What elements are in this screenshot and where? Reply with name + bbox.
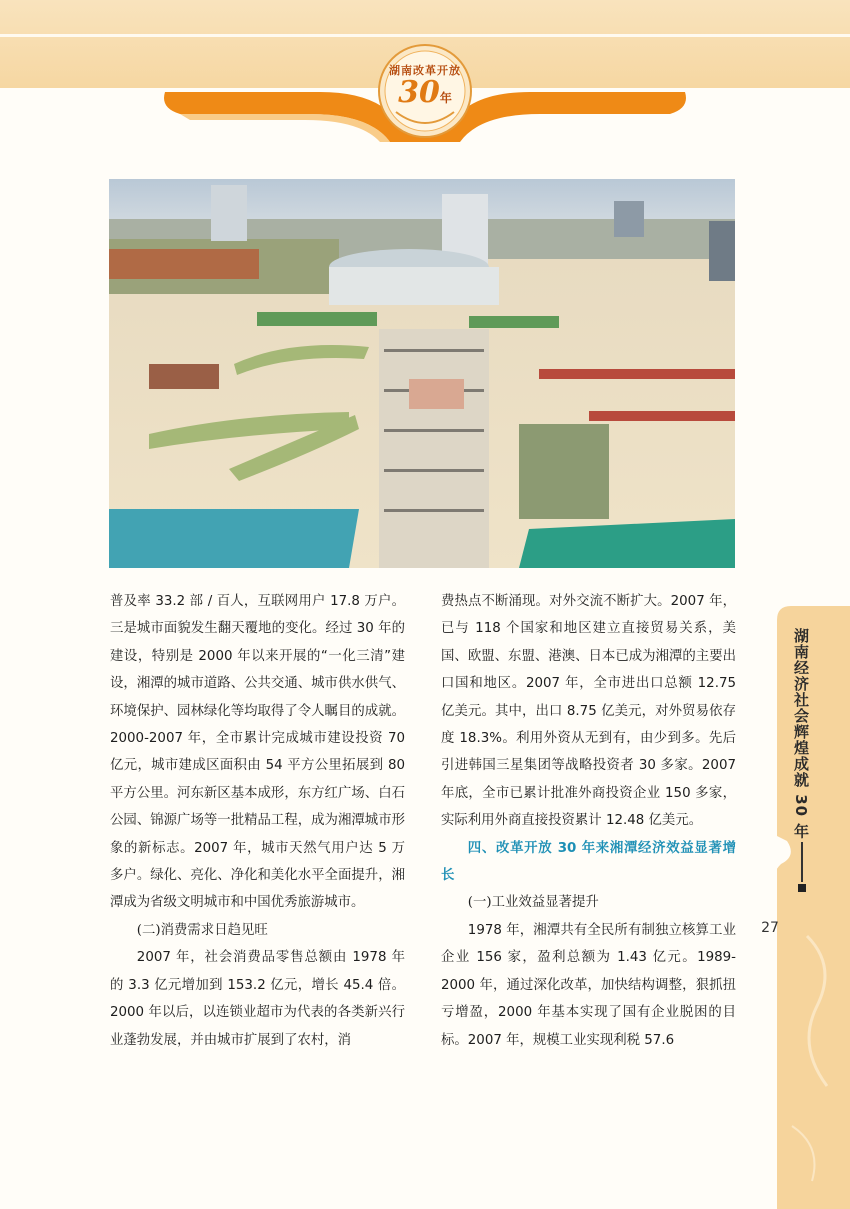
section-heading: 四、改革开放 30 年来湘潭经济效益显著增长 [441, 840, 736, 884]
badge-title: 湖南改革开放 [389, 64, 461, 77]
side-tab-title: 湖南经济社会辉煌成就 30 年 [792, 628, 810, 840]
badge-number-value: 30 [398, 75, 440, 110]
right-paragraph-2: 1978 年，湘潭共有全民所有制独立核算工业企业 156 家，盈利总额为 1.43 亿元。1989-2000 年，通过深化改革，加快结构调整，狠抓扭亏增盈，2000 年基本实现了国有企业脱困的目标。2007 年，规模工业实现利税 57.6 [441, 922, 736, 1048]
page-number: 27 [761, 920, 779, 936]
side-tab-square [798, 884, 806, 892]
side-tab-dash [801, 842, 803, 882]
header-divider-line [0, 34, 850, 37]
right-paragraph-1: 费热点不断涌现。对外交流不断扩大。2007 年，已与 118 个国家和地区建立直接贸易关系，美国、欧盟、东盟、港澳、日本已成为湘潭的主要出口国和地区。2007 年，全市进出口总额 12.75 亿美元。其中，出口 8.75 亿美元，对外贸易依存度 18.3%。利用外资从无到有，由少到多。先后引进韩国三星集团等战略投资者 30 多家。2007 年底，全市已累计批准外商投资企业 150 多家，实际利用外商直接投资累计 12.48 亿美元。 [441, 594, 736, 829]
right-text-column [441, 588, 736, 1054]
left-paragraph-1: 普及率 33.2 部 / 百人，互联网用户 17.8 万户。三是城市面貌发生翻天覆地的变化。经过 30 年的建设，特别是 2000 年以来开展的“一化三清”建设，湘潭的城市道路、公共交通、城市供水供气、环境保护、园林绿化等均取得了令人瞩目的成就。2000-2007 年，全市累计完成城市建设投资 70 亿元，城市建成区面积由 54 平方公里拓展到 80 平方公里。河东新区基本成形，东方红广场、白石公园、锦源广场等一批精品工程，成为湘潭城市形象的新标志。2007 年，城市天然气用户达 5 万多户。绿化、亮化、净化和美化水平全面提升，湘潭成为省级文明城市和中国优秀旅游城市。 [110, 594, 405, 911]
badge-number [376, 76, 474, 115]
left-text-column [110, 588, 405, 1054]
city-square-aerial-photo [109, 179, 735, 568]
badge-number-suffix: 年 [439, 91, 452, 105]
left-sub-heading: (二)消费需求日趋见旺 [136, 922, 268, 938]
right-sub-heading: (一)工业效益显著提升 [467, 895, 599, 911]
left-paragraph-2: 2007 年，社会消费品零售总额由 1978 年的 3.3 亿元增加到 153.2 亿元，增长 45.4 倍。2000 年以后，以连锁业超市为代表的各类新兴行业蓬勃发展，并由城市扩展到了农村，消 [110, 950, 405, 1048]
